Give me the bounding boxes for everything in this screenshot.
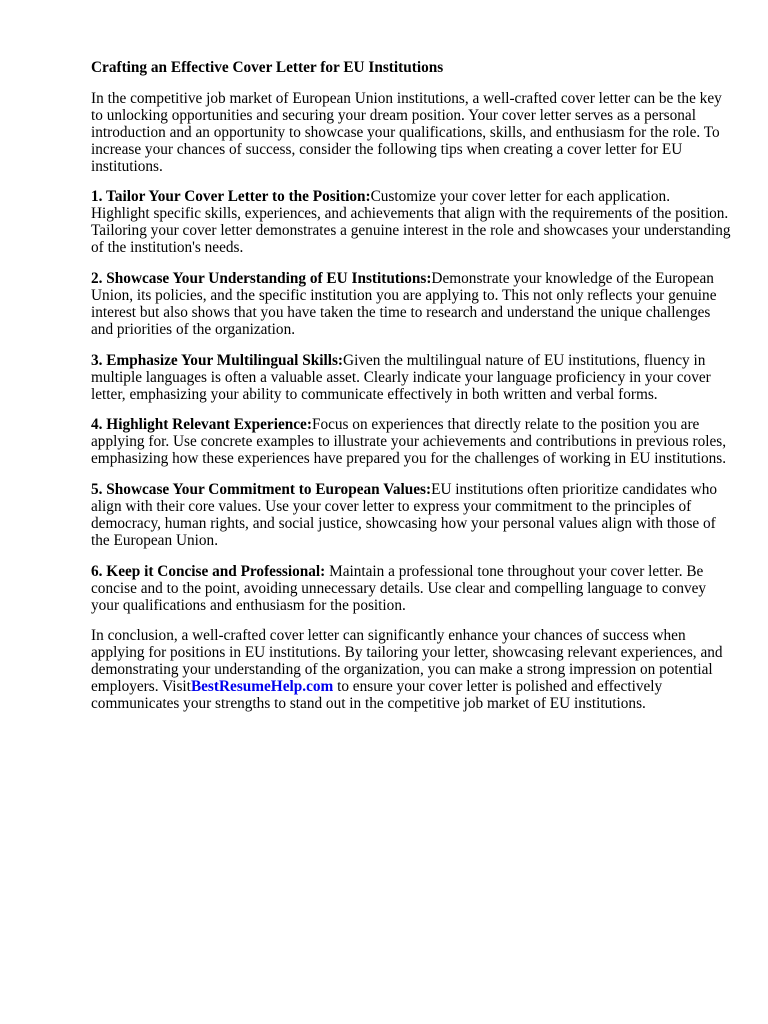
tip-heading-1: 1. Tailor Your Cover Letter to the Position:: [91, 188, 371, 206]
tip-paragraph-4: [91, 417, 731, 468]
conclusion-paragraph: [91, 628, 731, 713]
tip-body-1: Customize your cover letter for each application. Highlight specific skills, experiences, and achievements that align with the requirements of the position. Tailoring your cover letter demonstrates a genuine interest in the role and showcases your understanding of the institution's needs.: [91, 188, 731, 257]
tip-paragraph-5: [91, 482, 731, 550]
tip-heading-4: 4. Highlight Relevant Experience:: [91, 416, 312, 434]
tip-heading-5: 5. Showcase Your Commitment to European Values:: [91, 481, 432, 499]
tip-heading-2: 2. Showcase Your Understanding of EU Institutions:: [91, 270, 432, 288]
tip-paragraph-1: [91, 189, 731, 257]
bestresumehelp-link[interactable]: BestResumeHelp.com: [190, 678, 334, 696]
conclusion-text-start: In conclusion, a well-crafted cover letter can significantly enhance your chances of success when applying for positions in EU institutions. By tailoring your letter, showcasing relevant experiences, and demonstrating your understanding of the organization, you can make a strong impression on potential employers. Visit: [91, 627, 723, 696]
tip-body-3: Given the multilingual nature of EU institutions, fluency in multiple languages is often a valuable asset. Clearly indicate your language proficiency in your cover letter, emphasizing your ability to communicate effectively in both written and verbal forms.: [91, 351, 711, 403]
tip-body-2: Demonstrate your knowledge of the European Union, its policies, and the specific institution you are applying to. This not only reflects your genuine interest but also shows that you have taken the time to research and understand the unique challenges and priorities of the organization.: [91, 270, 717, 338]
tip-heading-6: 6. Keep it Concise and Professional:: [91, 562, 326, 580]
tip-body-6: Maintain a professional tone throughout your cover letter. Be concise and to the point, avoiding unnecessary details. Use clear and compelling language to convey your qualifications and enthusiasm for the position.: [91, 562, 707, 614]
tip-heading-3: 3. Emphasize Your Multilingual Skills:: [91, 351, 344, 369]
document-page: [91, 60, 731, 727]
conclusion-text-end: to ensure your cover letter is polished and effectively communicates your strengths to stand out in the competitive job market of EU institutions.: [91, 678, 663, 713]
tip-paragraph-3: [91, 353, 731, 404]
document-title: Crafting an Effective Cover Letter for EU Institutions: [91, 59, 444, 76]
tip-paragraph-2: [91, 271, 731, 339]
intro-paragraph: In the competitive job market of European Union institutions, a well-crafted cover letter can be the key to unlocking opportunities and securing your dream position. Your cover letter serves as a personal introduction and an opportunity to showcase your qualifications, skills, and enthusiasm for the role. To increase your chances of success, consider the following tips when creating a cover letter for EU institutions.: [91, 89, 722, 175]
tip-paragraph-6: [91, 564, 731, 615]
tip-body-5: EU institutions often prioritize candidates who align with their core values. Use your cover letter to express your commitment to the principles of democracy, human rights, and social justice, showcasing how your personal values align with those of the European Union.: [91, 481, 717, 549]
tip-body-4: Focus on experiences that directly relate to the position you are applying for. Use concrete examples to illustrate your achievements and contributions in previous roles, emphasizing how these experiences have prepared you for the challenges of working in EU institutions.: [91, 416, 727, 468]
